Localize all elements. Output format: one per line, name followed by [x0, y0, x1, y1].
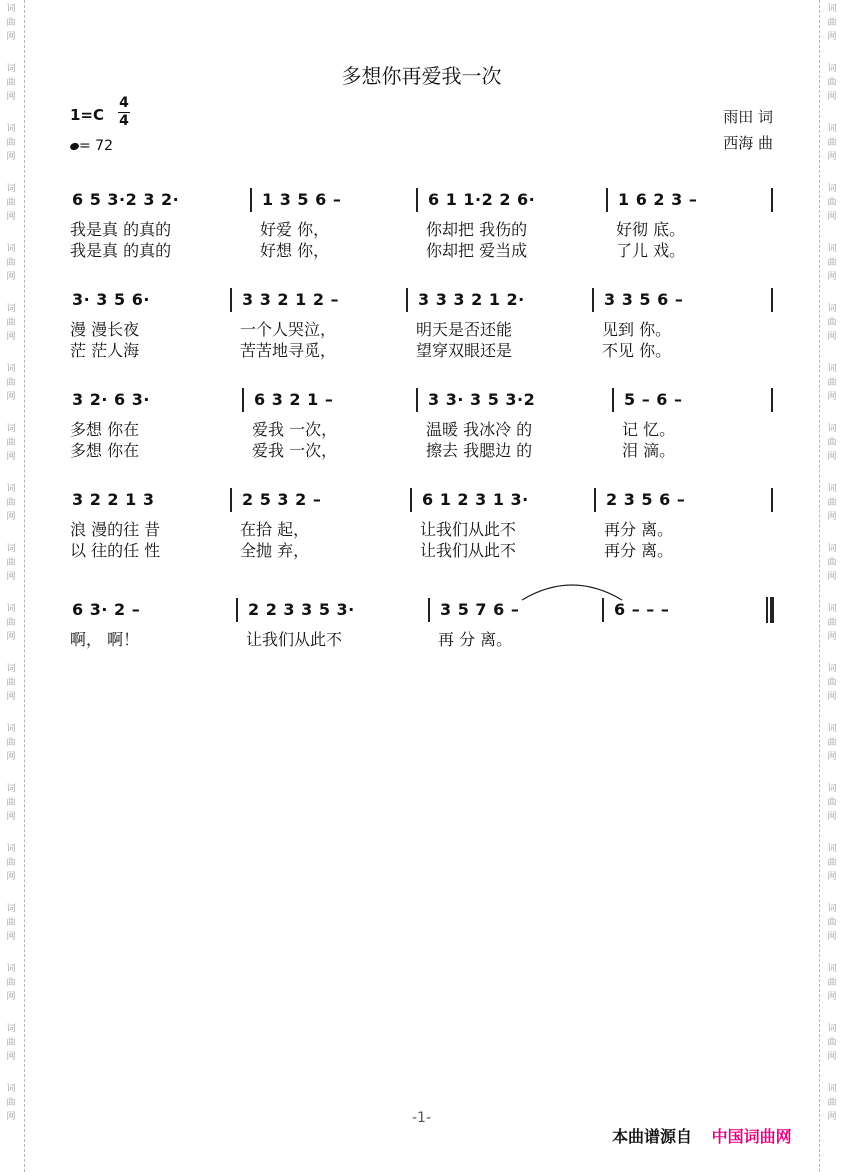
measure-notes: 6 3 2 1 –	[254, 390, 334, 409]
margin-watermark-text: 词 曲 网	[6, 124, 16, 162]
lyric-verse-2: 让我们从此不	[420, 541, 517, 560]
measure-notes: 3 2· 6 3·	[72, 390, 150, 409]
margin-watermark-text: 词 曲 网	[827, 664, 837, 702]
bar-line	[771, 388, 773, 412]
margin-watermark-text: 词 曲 网	[827, 64, 837, 102]
left-margin-strip	[0, 0, 26, 1172]
time-signature-bottom: 4	[119, 113, 129, 129]
bar-line	[410, 488, 412, 512]
measure-notes: 2 3 5 6 –	[606, 490, 686, 509]
bar-line	[771, 188, 773, 212]
lyric-verse-2: 你却把 爱当成	[426, 241, 528, 260]
lyric-verse-1: 浪 漫的往 昔	[70, 520, 161, 539]
time-signature	[118, 96, 130, 129]
lyric-verse-2: 望穿双眼还是	[416, 341, 513, 360]
bar-line	[428, 598, 430, 622]
lyric-verse-2: 泪 滴。	[622, 441, 676, 460]
margin-watermark-text: 词 曲 网	[6, 64, 16, 102]
source-label: 本曲谱源自	[612, 1127, 693, 1146]
lyricist-credit: 雨田 词	[723, 108, 773, 126]
left-margin-dashed-line	[24, 0, 25, 1172]
measure-notes: 6 5 3·2 3 2·	[72, 190, 180, 209]
lyric-verse-1: 啊， 啊！	[70, 630, 140, 649]
lyric-verse-1: 再 分 离。	[438, 630, 513, 649]
margin-watermark-text: 词 曲 网	[827, 124, 837, 162]
source-attribution	[612, 1124, 792, 1147]
tie-arc	[520, 578, 624, 602]
bar-line	[230, 288, 232, 312]
margin-watermark-text: 词 曲 网	[827, 784, 837, 822]
lyric-verse-2: 爱我 一次，	[252, 441, 338, 460]
bar-line	[612, 388, 614, 412]
margin-watermark-text: 词 曲 网	[6, 1084, 16, 1122]
margin-watermark-text: 词 曲 网	[6, 664, 16, 702]
bar-line	[592, 288, 594, 312]
margin-watermark-text: 词 曲 网	[827, 304, 837, 342]
margin-watermark-text: 词 曲 网	[6, 1024, 16, 1062]
lyric-verse-1: 让我们从此不	[420, 520, 517, 539]
margin-watermark-text: 词 曲 网	[6, 364, 16, 402]
margin-watermark-text: 词 曲 网	[827, 424, 837, 462]
bar-line	[594, 488, 596, 512]
measure-notes: 3 3 5 6 –	[604, 290, 684, 309]
lyric-verse-1: 一个人哭泣，	[240, 320, 337, 339]
lyric-verse-1: 让我们从此不	[246, 630, 343, 649]
measure-notes: 3 3 2 1 2 –	[242, 290, 340, 309]
measure-notes: 6 1 1·2 2 6·	[428, 190, 536, 209]
lyric-verse-1: 温暖 我冰冷 的	[426, 420, 533, 439]
tempo-value: = 72	[79, 138, 113, 154]
margin-watermark-text: 词 曲 网	[6, 904, 16, 942]
lyric-verse-2: 我是真 的真的	[70, 241, 172, 260]
measure-notes: 3 3 3 2 1 2·	[418, 290, 525, 309]
measure-notes: 3 3· 3 5 3·2	[428, 390, 536, 409]
measure-notes: 3 5 7 6 –	[440, 600, 520, 619]
lyric-verse-1: 见到 你。	[602, 320, 672, 339]
source-site-link[interactable]: 中国词曲网	[711, 1127, 792, 1146]
measure-notes: 5 – 6 –	[624, 390, 683, 409]
lyric-verse-2: 茫 茫人海	[70, 341, 140, 360]
bar-line	[230, 488, 232, 512]
margin-watermark-text: 词 曲 网	[827, 184, 837, 222]
lyric-verse-1: 记 忆。	[622, 420, 676, 439]
lyric-verse-1: 爱我 一次，	[252, 420, 338, 439]
bar-line	[236, 598, 238, 622]
bar-line	[242, 388, 244, 412]
margin-watermark-text: 词 曲 网	[827, 244, 837, 282]
lyric-verse-2: 苦苦地寻觅，	[240, 341, 337, 360]
page-number: -1-	[411, 1110, 431, 1126]
lyric-verse-2: 全抛 弃，	[240, 541, 310, 560]
measure-notes: 3· 3 5 6·	[72, 290, 150, 309]
lyric-verse-1: 再分 离。	[604, 520, 674, 539]
margin-watermark-text: 词 曲 网	[827, 604, 837, 642]
measure-notes: 2 2 3 3 5 3·	[248, 600, 355, 619]
margin-watermark-text: 词 曲 网	[827, 1084, 837, 1122]
lyric-verse-2: 再分 离。	[604, 541, 674, 560]
measure-notes: 6 3· 2 –	[72, 600, 141, 619]
margin-watermark-text: 词 曲 网	[827, 1024, 837, 1062]
lyric-verse-1: 好彻 底。	[616, 220, 686, 239]
composer-credit: 西海 曲	[723, 134, 773, 152]
measure-notes: 1 3 5 6 –	[262, 190, 342, 209]
lyric-verse-2: 了儿 戏。	[616, 241, 686, 260]
bar-line	[416, 188, 418, 212]
bar-line	[771, 488, 773, 512]
lyric-verse-1: 漫 漫长夜	[70, 320, 140, 339]
song-title: 多想你再爱我一次	[341, 64, 502, 88]
bar-line	[406, 288, 408, 312]
measure-notes: 3 2 2 1 3	[72, 490, 155, 509]
lyric-verse-1: 明天是否还能	[416, 320, 513, 339]
measure-notes: 1 6 2 3 –	[618, 190, 698, 209]
margin-watermark-text: 词 曲 网	[6, 724, 16, 762]
bar-line	[416, 388, 418, 412]
bar-line	[250, 188, 252, 212]
margin-watermark-text: 词 曲 网	[827, 904, 837, 942]
lyric-verse-2: 多想 你在	[70, 441, 140, 460]
lyric-verse-2: 不见 你。	[602, 341, 672, 360]
margin-watermark-text: 词 曲 网	[6, 604, 16, 642]
margin-watermark-text: 词 曲 网	[6, 544, 16, 582]
bar-line	[771, 288, 773, 312]
margin-watermark-text: 词 曲 网	[6, 424, 16, 462]
lyric-verse-1: 在拾 起，	[240, 520, 310, 539]
margin-watermark-text: 词 曲 网	[6, 484, 16, 522]
margin-watermark-text: 词 曲 网	[827, 844, 837, 882]
margin-watermark-text: 词 曲 网	[827, 4, 837, 42]
measure-notes: 6 – – –	[614, 600, 670, 619]
lyric-verse-2: 以 往的任 性	[70, 541, 161, 560]
right-margin-dashed-line	[819, 0, 820, 1172]
margin-watermark-text: 词 曲 网	[6, 304, 16, 342]
margin-watermark-text: 词 曲 网	[827, 544, 837, 582]
time-signature-top: 4	[119, 95, 129, 111]
margin-watermark-text: 词 曲 网	[6, 784, 16, 822]
margin-watermark-text: 词 曲 网	[827, 964, 837, 1002]
measure-notes: 6 1 2 3 1 3·	[422, 490, 529, 509]
lyric-verse-2: 好想 你，	[260, 241, 330, 260]
margin-watermark-text: 词 曲 网	[6, 844, 16, 882]
lyric-verse-2: 擦去 我腮边 的	[426, 441, 533, 460]
lyric-verse-1: 多想 你在	[70, 420, 140, 439]
margin-watermark-text: 词 曲 网	[6, 4, 16, 42]
tempo-marking	[70, 138, 113, 154]
final-bar-line-thick	[770, 597, 774, 623]
margin-watermark-text: 词 曲 网	[6, 964, 16, 1002]
lyric-verse-1: 好爱 你，	[260, 220, 330, 239]
bar-line	[606, 188, 608, 212]
margin-watermark-text: 词 曲 网	[6, 244, 16, 282]
lyric-verse-1: 我是真 的真的	[70, 220, 172, 239]
final-bar-line-thin	[766, 597, 768, 623]
margin-watermark-text: 词 曲 网	[827, 484, 837, 522]
right-margin-strip	[817, 0, 843, 1172]
margin-watermark-text: 词 曲 网	[827, 724, 837, 762]
lyric-verse-1: 你却把 我伤的	[426, 220, 528, 239]
margin-watermark-text: 词 曲 网	[6, 184, 16, 222]
key-signature: 1=C	[70, 106, 105, 124]
measure-notes: 2 5 3 2 –	[242, 490, 322, 509]
margin-watermark-text: 词 曲 网	[827, 364, 837, 402]
